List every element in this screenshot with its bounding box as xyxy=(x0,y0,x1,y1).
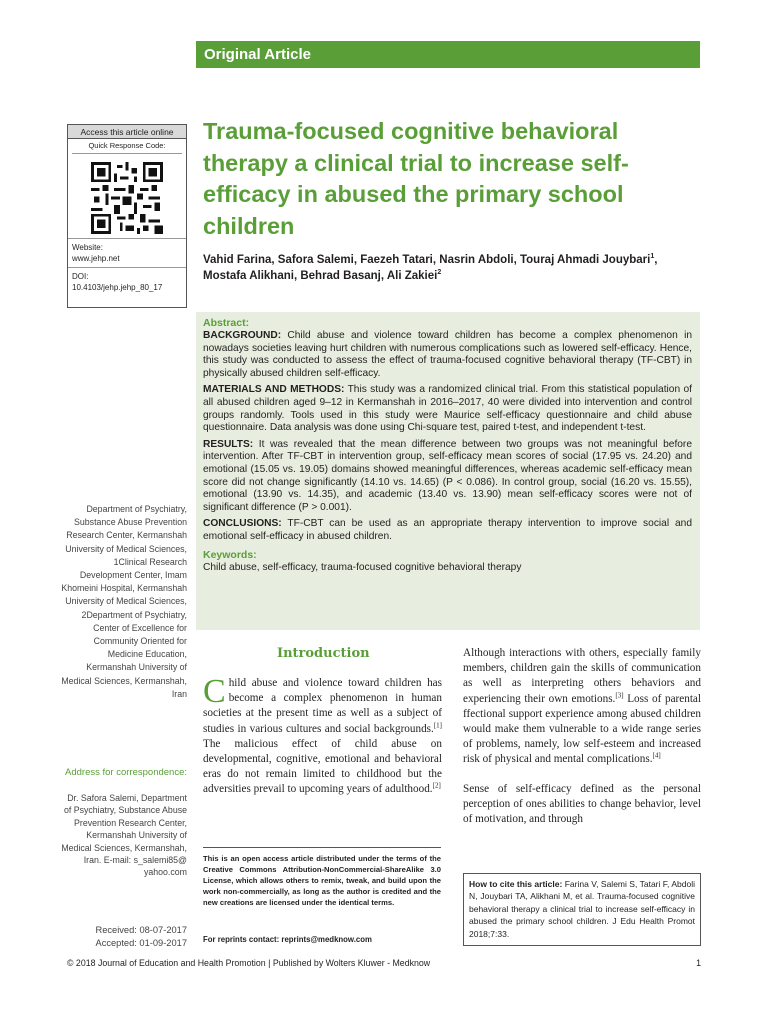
abstract-box xyxy=(196,312,700,630)
doi-label: DOI: xyxy=(72,272,89,281)
authors-line-1: Vahid Farina, Safora Salemi, Faezeh Tatari, Nasrin Abdoli, Touraj Ahmadi Jouybari xyxy=(203,254,651,266)
para-text-a: Although interactions with others, especially family members, children gain the skills of communication as well as interpreting others behaviors and experiencing their own emotions. xyxy=(463,647,701,705)
website-section xyxy=(68,238,186,267)
citation-ref[interactable]: [3] xyxy=(615,690,624,699)
access-heading: Access this article online xyxy=(68,125,186,139)
paragraph xyxy=(463,646,701,768)
correspondence-details: Dr. Safora Salemi, Department of Psychiatry, Substance Abuse Prevention Research Center, Kermanshah University of Medical Sciences, Kermanshah, Iran. E-mail: s_salemi85@ yahoo.com xyxy=(61,793,187,878)
affiliations: Department of Psychiatry, Substance Abuse Prevention Research Center, Kermanshah University of Medical Sciences, 1Clinical Research Development Center, Imam Khomeini Hospital, Kermanshah University of Medical Sciences, 2Department of Psychiatry, Center of Excellence for Community Oriented for Medicine Education, Kermanshah University of Medical Sciences, Kermanshah, Iran xyxy=(61,504,187,699)
doi-link[interactable]: 10.4103/jehp.jehp_80_17 xyxy=(72,283,163,292)
keywords-heading: Keywords: xyxy=(203,548,257,561)
accepted-date: Accepted: 01-09-2017 xyxy=(95,937,187,948)
abstract-background xyxy=(203,330,692,380)
methods-text: This study was a randomized clinical trial. From this statistical population of all abused children aged 9–12 in Kermanshah in 2016–2017, 40 were divided into intervention and control groups randomly. Tools used in this study were Maurice self-efficacy questionnaire and child abuse questionnaire. Data analysis was done using Chi-square test, paired t-test, and independent t-test. xyxy=(203,384,692,434)
results-label: RESULTS: xyxy=(203,438,254,450)
conclusions-text: TF-CBT can be used as an appropriate therapy intervention to improve social and emotional self-efficacy in abused children. xyxy=(203,518,692,542)
how-to-cite-box xyxy=(463,873,701,946)
author-affil-1: 1 xyxy=(650,253,655,261)
citation-ref[interactable]: [4] xyxy=(652,751,661,760)
para-text-b: Loss of parental ffectional support experience among abused children would make them vulnerable to a wide range series of problems, namely, low self-esteem and increased risk of physical and mental complications. xyxy=(463,692,702,766)
abstract-methods xyxy=(203,384,692,434)
author-list xyxy=(203,252,703,284)
authors-line-2: Mostafa Alikhani, Behrad Basanj, Ali Zakiei xyxy=(203,270,438,282)
article-type-banner: Original Article xyxy=(196,41,700,68)
qr-code-icon[interactable] xyxy=(91,162,163,234)
conclusions-label: CONCLUSIONS: xyxy=(203,518,282,530)
background-text: Child abuse and violence toward children has become a complex phenomenon in nowadays societies leaving hurt children with numerous complications such as lowered self-efficacy. Hence, this study was conducted to assess the effect of trauma-focused cognitive behavioral therapy (TF-CBT) in physically abused children self-efficacy. xyxy=(203,330,692,379)
article-title: Trauma-focused cognitive behavioral therapy a clinical trial to increase self-efficacy in abused the primary school children xyxy=(203,118,629,239)
keywords-text: Child abuse, self-efficacy, trauma-focused cognitive behavioral therapy xyxy=(203,561,522,573)
footer-text: © 2018 Journal of Education and Health Promotion | Published by Wolters Kluwer - Medknow xyxy=(67,958,431,968)
cite-label: How to cite this article: xyxy=(469,879,563,889)
abstract-results xyxy=(203,439,692,515)
intro-text-a: hild abuse and violence toward children has become a complex phenomenon in human societies at the present time as well as a subject of studies in various cultures and social backgrounds. xyxy=(203,677,442,735)
abstract-heading: Abstract: xyxy=(203,317,250,329)
methods-label: MATERIALS AND METHODS: xyxy=(203,384,345,396)
cite-text: Farina V, Salemi S, Tatari F, Abdoli N, Jouybari TA, Alikhani M, et al. Trauma-focused cognitive behavioral therapy a clinical trial to increase self-efficacy in abused the primary school children. J Edu Health Promot 2018;7:33. xyxy=(469,879,696,939)
doi-section xyxy=(68,267,186,296)
article-dates xyxy=(60,924,187,949)
website-label: Website: xyxy=(72,243,103,252)
results-text: It was revealed that the mean difference between two groups was not meaningful before intervention. After TF-CBT in intervention group, self-efficacy mean scores of social (17.95 vs. 24.20) and emotional (15.05 vs. 19.05) domains showed meaningful differences, whereas academic self-efficacy mean score did not change significantly (14.10 vs. 14.65) (P < 0.086). In control group, social (16.20 vs. 15.55), emotional (13.90 vs. 14.35), and academic (13.40 vs. 13.90) mean self-efficacy scores were not of significant difference (P > 0.001). xyxy=(203,438,692,513)
page-footer xyxy=(67,958,701,968)
paragraph: Sense of self-efficacy defined as the personal perception of ones abilities to change behavior, level of motivation, and through xyxy=(463,782,701,826)
page-number: 1 xyxy=(696,958,701,968)
license-note: This is an open access article distributed under the terms of the Creative Commons Attribution-NonCommercial-ShareAlike 3.0 License, which allows others to remix, tweak, and build upon the work non-commercially, as long as the author is credited and the new creations are licensed under the identical terms. xyxy=(203,847,441,908)
access-article-box xyxy=(67,124,187,308)
citation-ref[interactable]: [2] xyxy=(432,781,441,790)
abstract-conclusions xyxy=(203,518,692,543)
correspondence-heading: Address for correspondence: xyxy=(65,767,187,778)
background-label: BACKGROUND: xyxy=(203,330,282,341)
drop-cap: C xyxy=(203,673,226,710)
author-affil-2: 2 xyxy=(437,269,442,277)
authors-line-1-end: , xyxy=(654,254,658,266)
body-column-left xyxy=(203,673,442,798)
qr-label: Quick Response Code: xyxy=(72,139,182,154)
intro-text-b: The malicious effect of child abuse on developmental, cognitive, emotional and behavioral eras do not remain limited to childhood but the adversities prevail to upcoming years of adulthood. xyxy=(203,737,442,796)
body-column-right xyxy=(463,646,701,841)
received-date: Received: 08-07-2017 xyxy=(95,925,187,935)
citation-ref[interactable]: [1] xyxy=(433,720,442,729)
introduction-heading: Introduction xyxy=(277,646,370,661)
reprints-contact: For reprints contact: reprints@medknow.com xyxy=(203,935,372,944)
website-link[interactable]: www.jehp.net xyxy=(72,254,120,263)
